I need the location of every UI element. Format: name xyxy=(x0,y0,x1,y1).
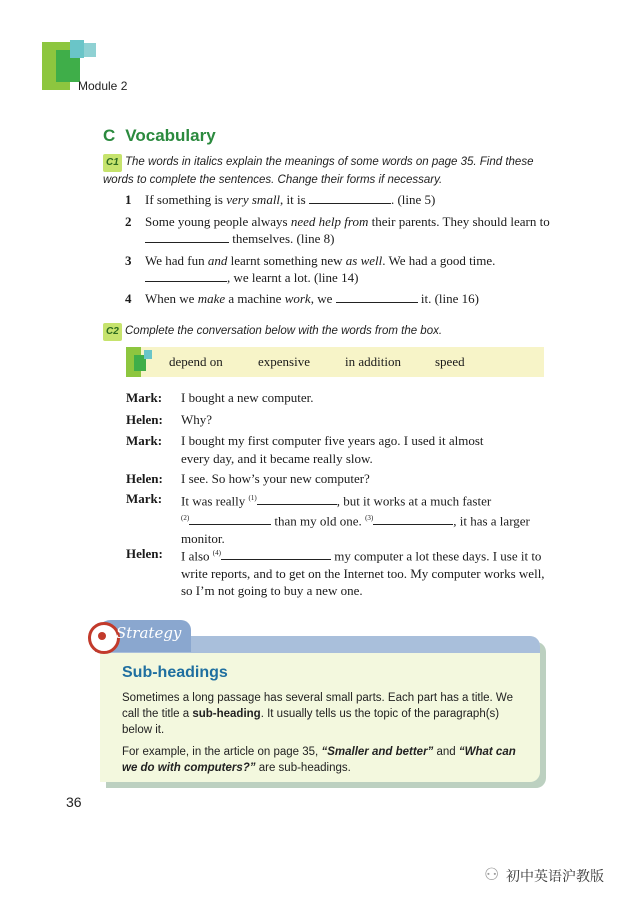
section-title xyxy=(103,126,216,146)
speaker: Helen: xyxy=(126,471,163,486)
c1-item-1 xyxy=(125,191,555,208)
speaker: Helen: xyxy=(126,546,163,561)
strategy-paragraph-1 xyxy=(122,690,530,738)
box-word: in addition xyxy=(345,354,401,369)
dialogue-text-line: I bought my first computer five years ago. I used it almost xyxy=(181,433,484,448)
dialogue-text: Why? xyxy=(181,412,213,427)
strategy-bold-term: sub-heading xyxy=(192,708,261,720)
box-word: expensive xyxy=(258,354,310,369)
dialogue-text: I also $^{(4)}$ my computer a lot these days. I use it to write reports, and to get on the Internet too. My computer works well, so I’m not going to buy a new one. xyxy=(181,548,545,599)
dialogue-text: I bought a new computer. xyxy=(181,390,314,405)
c2-instruction xyxy=(103,323,553,341)
item-number: 2 xyxy=(125,214,132,229)
strategy-text: . It usually tells us the topic of the paragraph(s) xyxy=(260,708,500,720)
answer-blank[interactable] xyxy=(145,230,229,243)
strategy-text: For example, in the article on page 35, xyxy=(122,746,322,758)
strategy-paragraph-2 xyxy=(122,744,530,776)
item-number: 1 xyxy=(125,192,132,207)
item-text: We had fun and learnt something new as well. We had a good time. , we learnt a lot. (line 14) xyxy=(145,253,496,285)
item-text: When we make a machine work, we it. (line 16) xyxy=(145,291,480,306)
section-letter: C xyxy=(103,126,116,145)
strategy-quote: “Smaller and better” xyxy=(321,746,434,758)
dialogue-line xyxy=(126,470,546,488)
speaker: Mark: xyxy=(126,491,163,506)
watermark-text: 初中英语沪教版 xyxy=(506,869,604,885)
answer-blank[interactable] xyxy=(221,547,331,560)
answer-blank[interactable] xyxy=(309,191,391,204)
speaker: Mark: xyxy=(126,390,163,405)
module-logo-block xyxy=(84,43,96,57)
dialogue-line xyxy=(126,389,546,407)
answer-blank[interactable] xyxy=(336,290,418,303)
strategy-quote: “What can xyxy=(458,746,516,758)
item-number: 3 xyxy=(125,253,132,268)
item-text: Some young people always need help from their parents. They should learn to themselves. (line 8) xyxy=(145,214,550,246)
dialogue-text: I see. So how’s your new computer? xyxy=(181,471,370,486)
strategy-quote: we do with computers?” xyxy=(122,762,256,774)
box-word: speed xyxy=(435,354,465,369)
c1-item-4 xyxy=(125,290,555,307)
page-number: 36 xyxy=(66,794,82,810)
target-center-icon xyxy=(98,632,106,640)
word-box-logo xyxy=(144,350,152,359)
c1-instruction-line2: words to complete the sentences. Change their forms if necessary. xyxy=(103,174,443,186)
dialogue-text-line: every day, and it became really slow. xyxy=(181,450,373,466)
c1-item-3 xyxy=(125,252,555,286)
strategy-text: and xyxy=(433,746,459,758)
dialogue-line xyxy=(126,545,546,600)
c1-tag: C1 xyxy=(103,154,122,172)
c1-item-2 xyxy=(125,213,555,247)
answer-blank[interactable] xyxy=(257,492,337,505)
item-number: 4 xyxy=(125,291,132,306)
module-logo-block xyxy=(70,40,84,58)
module-label: Module 2 xyxy=(78,79,128,93)
dialogue-text: It was really $^{(1)}$ , but it works at a much faster $^{(2)}$ than my old one. $^{(3)}$ , it has a larger monitor. xyxy=(181,493,530,546)
section-name: Vocabulary xyxy=(125,126,216,145)
strategy-title: Sub-headings xyxy=(122,664,228,681)
c2-instruction-text: Complete the conversation below with the words from the box. xyxy=(125,325,443,337)
c1-instruction xyxy=(103,154,553,188)
dialogue-line xyxy=(126,432,546,467)
strategy-tab-label: Strategy xyxy=(116,624,182,642)
strategy-text: are sub-headings. xyxy=(255,762,351,774)
item-text: If something is very small, it is . (line 5) xyxy=(145,192,436,207)
strategy-text: below it. xyxy=(122,724,165,736)
box-word: depend on xyxy=(169,354,223,369)
dialogue-text xyxy=(181,432,546,467)
answer-blank[interactable] xyxy=(373,512,453,525)
speaker: Mark: xyxy=(126,433,163,448)
dialogue-line xyxy=(126,490,546,547)
c2-tag: C2 xyxy=(103,323,122,341)
strategy-text: Sometimes a long passage has several small parts. Each part has a title. We xyxy=(122,692,513,704)
strategy-text: call the title a xyxy=(122,708,193,720)
c1-instruction-line1: The words in italics explain the meanings of some words on page 35. Find these xyxy=(125,156,534,168)
wechat-icon: ⚇ xyxy=(484,865,500,885)
dialogue-line xyxy=(126,411,546,429)
speaker: Helen: xyxy=(126,412,163,427)
answer-blank[interactable] xyxy=(189,512,271,525)
answer-blank[interactable] xyxy=(145,269,227,282)
